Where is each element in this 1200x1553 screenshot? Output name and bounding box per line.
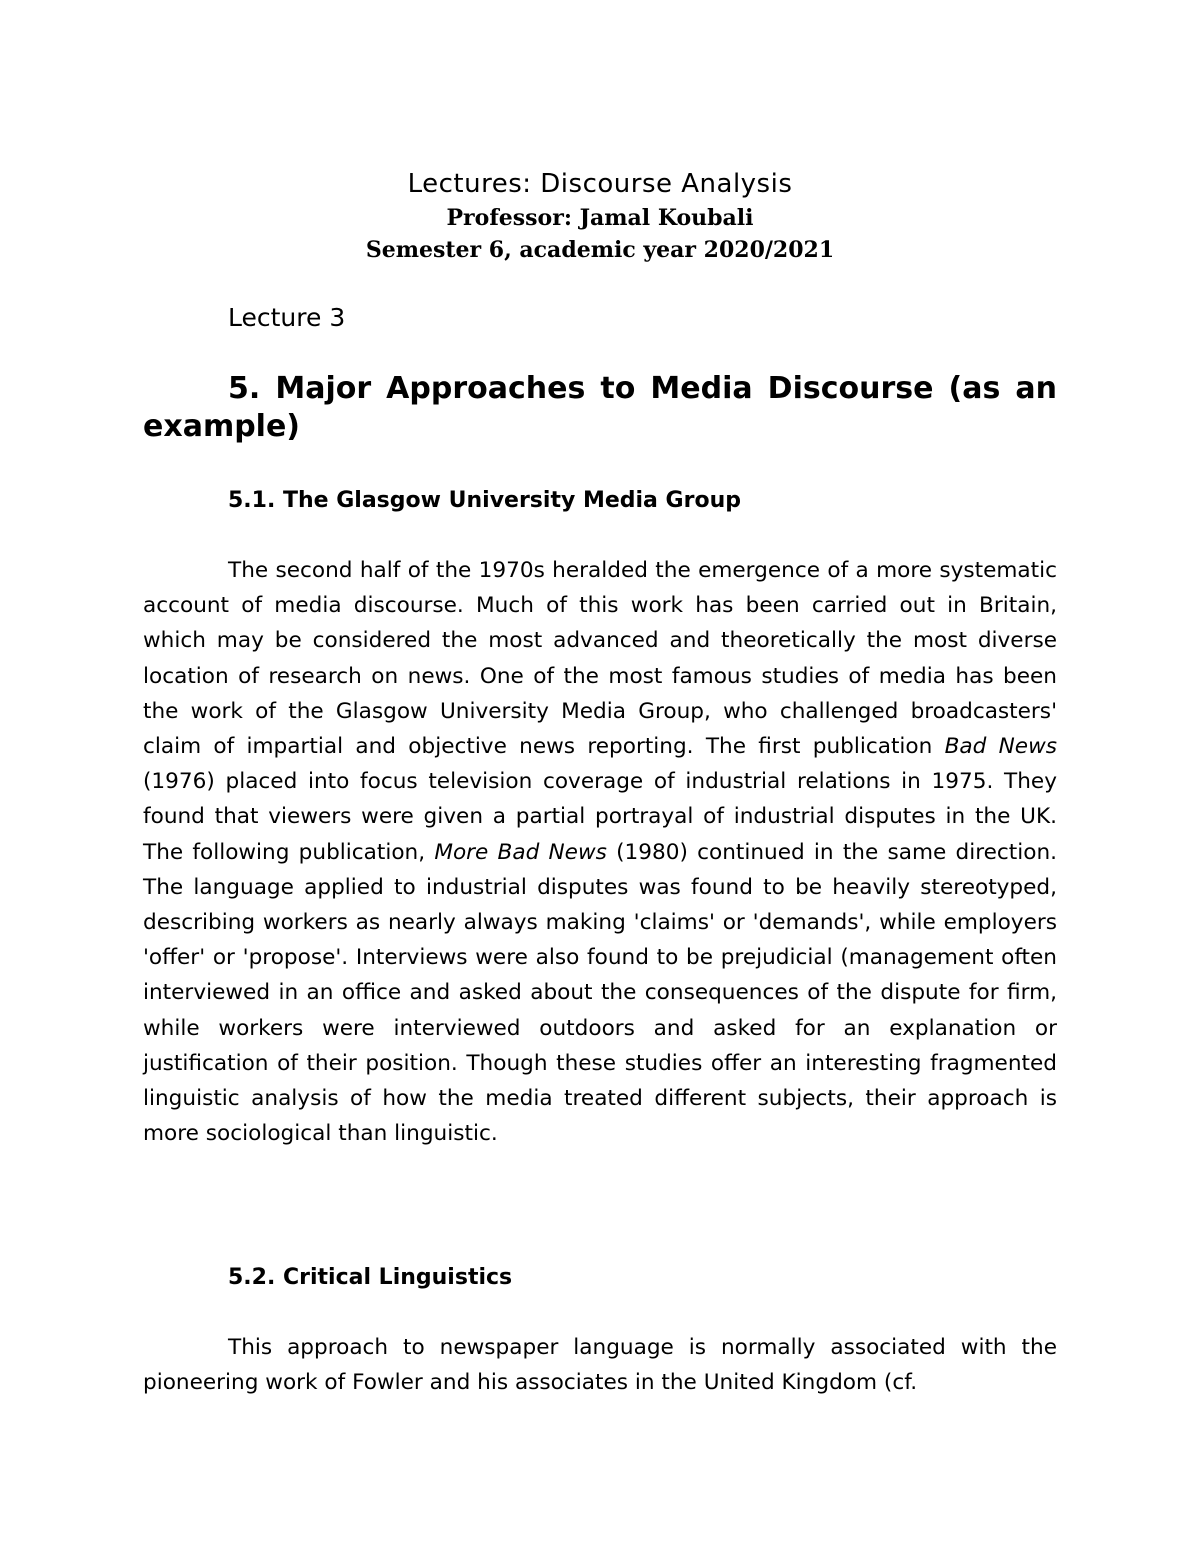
paragraph-text: (1980) continued in the same direction. The language applied to industrial disputes was found to be heavily stereotyped, describing workers as nearly always making 'claims' or 'demands', while employers 'offer' or 'propose'. Interviews were also found to be prejudicial (management often interviewed in an office and asked about the consequences of the dispute for firm, while workers were interviewed outdoors and asked for an explanation or justification of their position. Though these studies offer an interesting fragmented linguistic analysis of how the media treated different subjects, their approach is more sociological than linguistic. <box>143 839 1057 1147</box>
professor-line: Professor: Jamal Koubali <box>446 205 754 231</box>
subsection-heading-glasgow: 5.1. The Glasgow University Media Group <box>228 488 741 513</box>
course-title: Lectures: Discourse Analysis <box>407 169 793 199</box>
paragraph-critical-linguistics: This approach to newspaper language is normally associated with the pioneering work of Fowler and his associates in the United Kingdom (cf. <box>143 1335 1057 1396</box>
document-header <box>0 166 1200 266</box>
publication-title-bad-news: Bad News <box>944 734 1057 760</box>
paragraph-text: (1976) placed into focus television coverage of industrial relations in 1975. They found that viewers were given a partial portrayal of industrial disputes in the UK. The following publication, <box>143 769 1057 865</box>
section-number: 5. <box>228 371 261 406</box>
lecture-label: Lecture 3 <box>228 303 346 332</box>
section-heading <box>143 370 1057 446</box>
publication-title-more-bad-news: More Bad News <box>434 839 607 865</box>
section-title: Major Approaches to Media Discourse (as an example) <box>143 371 1057 444</box>
paragraph-text: The second half of the 1970s heralded the emergence of a more systematic account of media discourse. Much of this work has been carried out in Britain, which may be considered the most advanced and theoretically the most diverse location of research on news. One of the most famous studies of media has been the work of the Glasgow University Media Group, who challenged broadcasters' claim of impartial and objective news reporting. The first publication <box>143 558 1057 760</box>
subsection-heading-critical-linguistics: 5.2. Critical Linguistics <box>228 1265 513 1290</box>
paragraph-glasgow <box>143 553 1057 1151</box>
semester-line: Semester 6, academic year 2020/2021 <box>365 237 835 263</box>
